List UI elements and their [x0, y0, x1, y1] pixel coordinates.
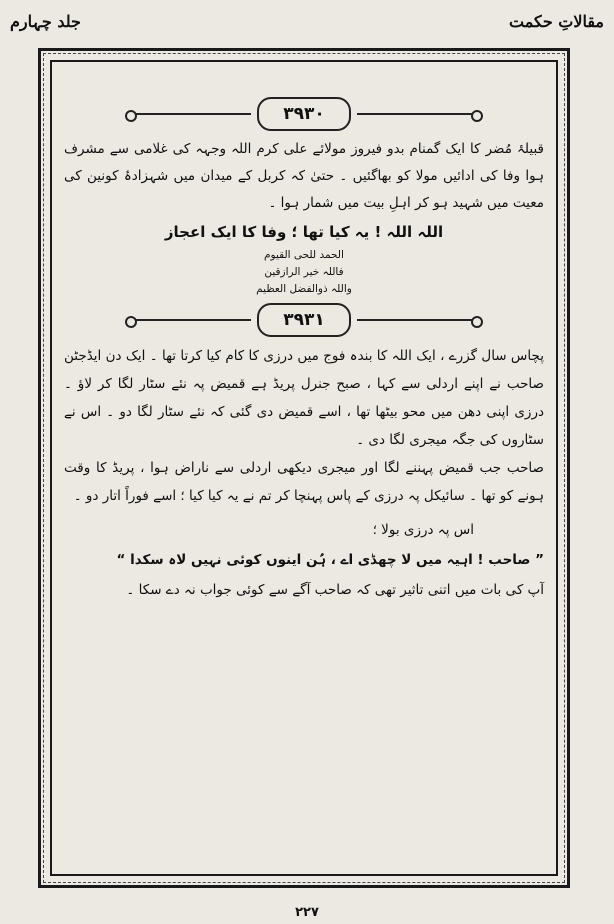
section-number-badge: ۳۹۳۱ [257, 303, 351, 337]
page-number: ۲۲۷ [295, 905, 319, 920]
ornament-line-left [357, 319, 477, 321]
prayer-line: الحمد للحی القیوم [264, 249, 344, 261]
ornament-line-right [131, 113, 251, 115]
prayer-block [64, 247, 544, 298]
section-ornament [64, 302, 544, 338]
prayer-line: فاللہ خیر الرازقین [264, 266, 344, 278]
book-title: مقالاتِ حکمت [509, 11, 604, 31]
section-number-badge: ۳۹۳۰ [257, 97, 351, 131]
ornament-line-right [131, 319, 251, 321]
section-motto: اللہ اللہ ! یہ کیا تھا ؛ وفا کا ایک اعجاز [164, 223, 444, 241]
reply-intro: اس پہ درزی بولا ؛ [372, 522, 474, 538]
running-header [10, 6, 604, 36]
reply-quote: ” صاحب ! اہیہ میں لا چھڈی اے ، ہُن اینوں کوئی نہیں لاہ سکدا “ [116, 552, 544, 568]
closing-line: آپ کی بات میں اتنی تاثیر تھی کہ صاحب آگے سے کوئی جواب نہ دے سکا ۔ [126, 582, 544, 598]
section-paragraph: صاحب جب قمیض پہننے لگا اور میجری دیکھی اردلی سے ناراض ہوا ، پریڈ کا وقت ہونے کو تھا ۔ سائیکل پہ درزی کے پاس پہنچا کر تم نے یہ کیا کیا ؛ اسے فوراً اتار دو ۔ [64, 460, 544, 504]
page-content [64, 92, 544, 872]
section-ornament [64, 96, 544, 132]
ornament-line-left [357, 113, 477, 115]
prayer-line: واللہ ذوالفضل العظیم [256, 283, 352, 295]
section-paragraph: قبیلۂ مُضر کا ایک گمنام بدو فیروز مولائے علی کرم اللہ وجہہ کی غلامی سے مشرف ہوا وفا کی ادائیں مولا کو بھاگئیں ۔ حتیٰ کہ کربل کے میدان میں شہزادۂ کونین کی معیت میں شہید ہو کر اہلِ بیت میں شمار ہوا ۔ [64, 141, 544, 211]
section-paragraph: پچاس سال گزرے ، ایک اللہ کا بندہ فوج میں درزی کا کام کیا کرتا تھا ۔ ایک دن ایڈجٹن صاحب نے اپنے اردلی سے کہا ، صبح جنرل پریڈ ہے قمیض پہ نئے سٹار لگا کر لاؤ ۔ درزی اپنی دھن میں محو بیٹھا تھا ، اسے قمیض دی گئی کہ نئے سٹار لگا دو ۔ اس نے سٹاروں کی جگہ میجری لگا دی ۔ [64, 348, 544, 448]
volume-label: جلد چہارم [10, 11, 81, 31]
